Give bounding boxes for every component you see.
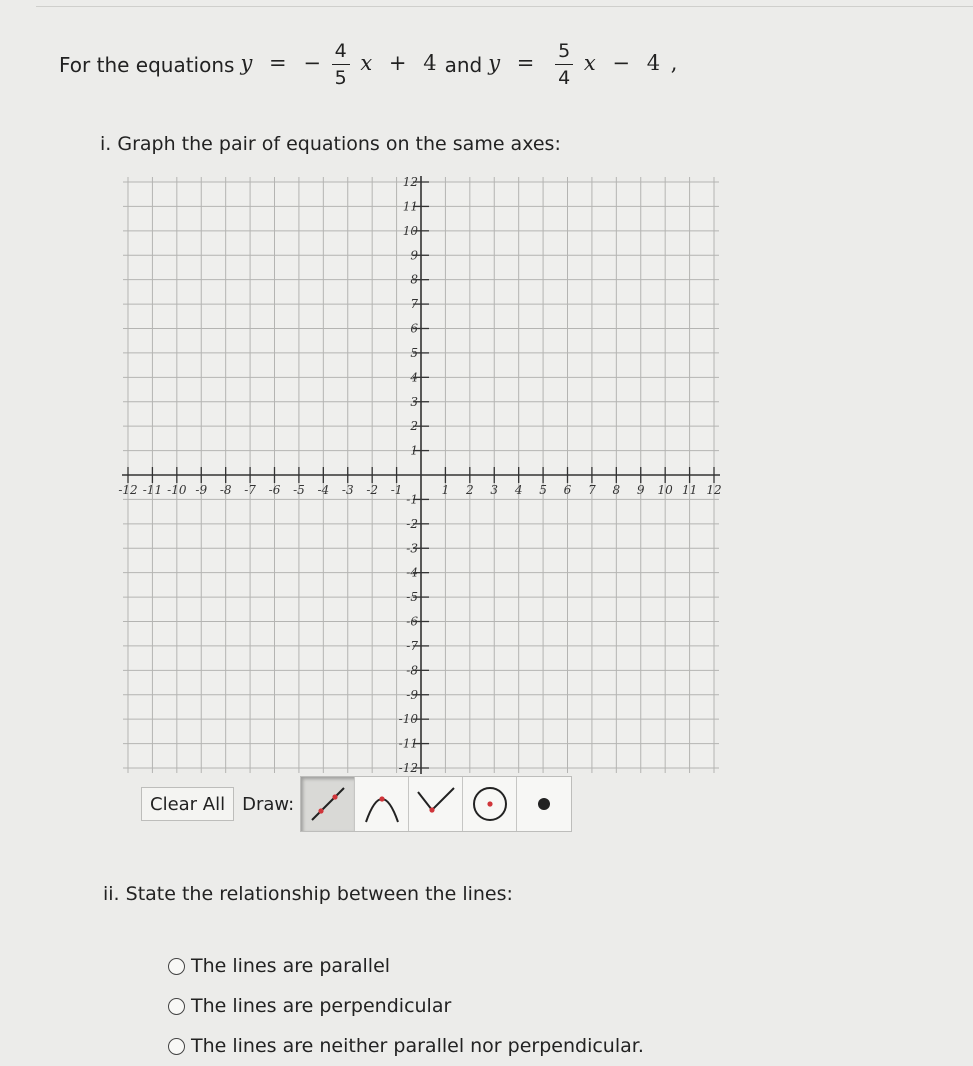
circle-tool-icon bbox=[468, 782, 512, 826]
absolute-value-tool-button[interactable] bbox=[409, 777, 463, 831]
x-tick-label: 3 bbox=[490, 483, 499, 497]
x-tick-label: 10 bbox=[657, 483, 673, 497]
x-tick-label: -9 bbox=[195, 483, 208, 497]
x-tick-label: -11 bbox=[142, 483, 163, 497]
y-tick-label: -10 bbox=[398, 712, 418, 727]
parabola-tool-icon bbox=[360, 782, 404, 826]
clear-all-button[interactable]: Clear All bbox=[141, 787, 234, 821]
option-label: The lines are neither parallel nor perpendicular. bbox=[191, 1035, 644, 1057]
eq1-numerator: 4 bbox=[332, 40, 350, 65]
y-tick-label: 10 bbox=[402, 223, 418, 238]
part-i-prompt: i. Graph the pair of equations on the same axes: bbox=[100, 133, 561, 155]
part-ii-prompt: ii. State the relationship between the lines: bbox=[103, 883, 513, 905]
x-tick-label: 12 bbox=[706, 483, 722, 497]
eq1-operator: + bbox=[388, 51, 407, 75]
y-tick-label: -7 bbox=[406, 638, 418, 653]
y-tick-label: -5 bbox=[406, 590, 418, 605]
y-tick-label: 5 bbox=[410, 345, 418, 360]
y-tick-label: -2 bbox=[406, 516, 418, 531]
y-tick-label: 1 bbox=[410, 443, 418, 458]
absolute-value-tool-icon bbox=[414, 782, 458, 826]
y-tick-label: -11 bbox=[398, 736, 418, 751]
y-tick-label: -6 bbox=[406, 614, 418, 629]
x-tick-label: -3 bbox=[341, 483, 354, 497]
y-tick-label: 4 bbox=[410, 370, 418, 385]
x-tick-label: -7 bbox=[244, 483, 256, 497]
y-tick-label: 8 bbox=[410, 272, 418, 287]
eq2-lhs: y bbox=[488, 51, 501, 75]
y-tick-label: -1 bbox=[406, 492, 418, 507]
y-tick-label: 11 bbox=[402, 199, 418, 214]
eq1-sign: − bbox=[303, 51, 321, 75]
x-tick-label: 4 bbox=[514, 483, 523, 497]
x-tick-label: 8 bbox=[612, 483, 621, 497]
x-tick-label: 2 bbox=[466, 483, 474, 497]
radio-button[interactable] bbox=[168, 998, 185, 1015]
question-prefix: For the equations bbox=[59, 52, 235, 77]
x-tick-label: 11 bbox=[681, 483, 698, 497]
y-tick-label: -9 bbox=[406, 687, 418, 702]
circle-tool-button[interactable] bbox=[463, 777, 517, 831]
eq1-lhs: y bbox=[240, 51, 253, 75]
x-tick-label: -4 bbox=[317, 483, 330, 497]
option-perpendicular[interactable] bbox=[168, 986, 644, 1026]
y-tick-label: 7 bbox=[410, 297, 418, 312]
x-tick-label: -8 bbox=[219, 483, 232, 497]
draw-tools bbox=[300, 776, 572, 832]
option-neither[interactable] bbox=[168, 1026, 644, 1066]
option-parallel[interactable] bbox=[168, 946, 644, 986]
eq1-variable: x bbox=[360, 51, 373, 75]
question-conjunction: and bbox=[444, 52, 483, 77]
eq2-denominator: 4 bbox=[558, 67, 571, 89]
point-tool-button[interactable] bbox=[517, 777, 571, 831]
y-tick-label: 2 bbox=[410, 419, 418, 434]
y-tick-label: -12 bbox=[398, 761, 418, 775]
x-tick-label: -2 bbox=[366, 483, 379, 497]
option-label: The lines are parallel bbox=[191, 955, 391, 977]
eq2-comma: , bbox=[670, 51, 678, 75]
eq2-constant: 4 bbox=[646, 51, 661, 75]
line-tool-icon bbox=[306, 782, 350, 826]
parabola-tool-button[interactable] bbox=[355, 777, 409, 831]
x-tick-label: -10 bbox=[167, 483, 187, 497]
x-tick-label: -1 bbox=[390, 483, 403, 497]
y-tick-label: 9 bbox=[410, 248, 418, 263]
y-tick-label: -8 bbox=[406, 663, 418, 678]
option-label: The lines are perpendicular bbox=[191, 995, 452, 1017]
x-tick-label: 9 bbox=[636, 483, 645, 497]
line-tool-button[interactable] bbox=[301, 777, 355, 831]
draw-toolbar bbox=[141, 776, 572, 832]
x-tick-label: -6 bbox=[268, 483, 281, 497]
y-tick-label: 6 bbox=[410, 321, 418, 336]
x-tick-label: -12 bbox=[118, 483, 138, 497]
x-tick-label: -5 bbox=[293, 483, 305, 497]
answer-options bbox=[168, 946, 644, 1066]
y-tick-label: 3 bbox=[410, 394, 418, 409]
x-tick-label: 7 bbox=[588, 483, 596, 497]
eq2-equals: = bbox=[516, 51, 535, 75]
eq1-denominator: 5 bbox=[334, 67, 347, 89]
eq1-constant: 4 bbox=[423, 51, 437, 75]
radio-button[interactable] bbox=[168, 958, 185, 975]
eq2-variable: x bbox=[583, 51, 596, 75]
eq2-numerator: 5 bbox=[555, 40, 573, 65]
eq1-equals: = bbox=[269, 51, 287, 75]
x-tick-label: 6 bbox=[563, 483, 572, 497]
draw-label: Draw: bbox=[242, 793, 295, 815]
y-tick-label: -3 bbox=[406, 541, 418, 556]
y-tick-label: 12 bbox=[402, 175, 418, 189]
x-tick-label: 1 bbox=[441, 483, 450, 497]
radio-button[interactable] bbox=[168, 1038, 185, 1055]
point-tool-icon bbox=[522, 782, 566, 826]
eq2-operator: − bbox=[612, 51, 631, 75]
x-tick-label: 5 bbox=[539, 483, 547, 497]
y-tick-label: -4 bbox=[406, 565, 418, 580]
